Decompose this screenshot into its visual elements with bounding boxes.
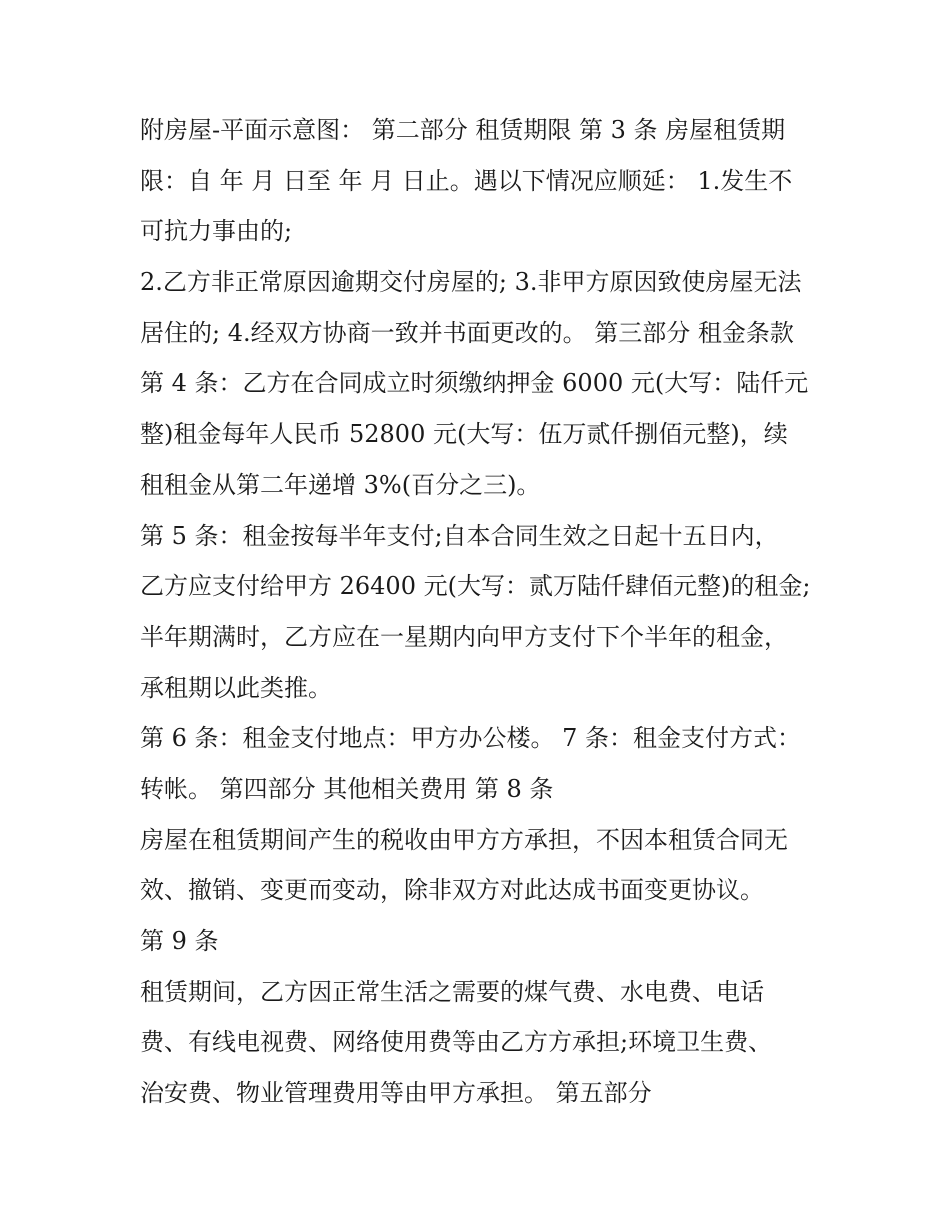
text-line: 第 9 条 — [140, 927, 219, 955]
text-line: 2.乙方非正常原因逾期交付房屋的; 3.非甲方原因致使房屋无法 — [140, 268, 802, 297]
text-line: 房屋在租赁期间产生的税收由甲方方承担，不因本租赁合同无 — [140, 825, 788, 854]
text-line: 附房屋-平面示意图： 第二部分 租赁期限 第 3 条 房屋租赁期 — [140, 116, 786, 144]
document-body — [140, 105, 820, 1119]
text-line: 第 6 条：租金支付地点：甲方办公楼。 7 条：租金支付方式： — [140, 724, 802, 753]
text-line: 可抗力事由的; — [140, 217, 293, 246]
text-line: 费、有线电视费、网络使用费等由乙方方承担;环境卫生费、 — [140, 1028, 773, 1057]
text-line: 租租金从第二年递增 3%(百分之三)。 — [140, 470, 541, 499]
text-line: 第 5 条：租金按每半年支付;自本合同生效之日起十五日内， — [140, 521, 779, 550]
text-line: 居住的; 4.经双方协商一致并书面更改的。 第三部分 租金条款 — [140, 318, 794, 347]
text-line: 承租期以此类推。 — [140, 673, 332, 702]
text-line: 第 4 条：乙方在合同成立时须缴纳押金 6000 元(大写：陆仟元 — [140, 369, 809, 398]
text-line: 乙方应支付给甲方 26400 元(大写：贰万陆仟肆佰元整)的租金; — [140, 572, 811, 601]
text-line: 转帐。 第四部分 其他相关费用 第 8 条 — [140, 774, 554, 803]
text-line: 限：自 年 月 日至 年 月 日止。遇以下情况应顺延： 1.发生不 — [140, 166, 793, 195]
text-line: 半年期满时，乙方应在一星期内向甲方支付下个半年的租金， — [140, 622, 788, 651]
text-line: 治安费、物业管理费用等由甲方承担。 第五部分 — [140, 1079, 652, 1108]
text-line: 效、撤销、变更而变动，除非双方对此达成书面变更协议。 — [140, 876, 764, 905]
text-line: 整)租金每年人民币 52800 元(大写：伍万贰仟捌佰元整)，续 — [140, 420, 788, 449]
text-line: 租赁期间，乙方因正常生活之需要的煤气费、水电费、电话 — [140, 977, 764, 1006]
